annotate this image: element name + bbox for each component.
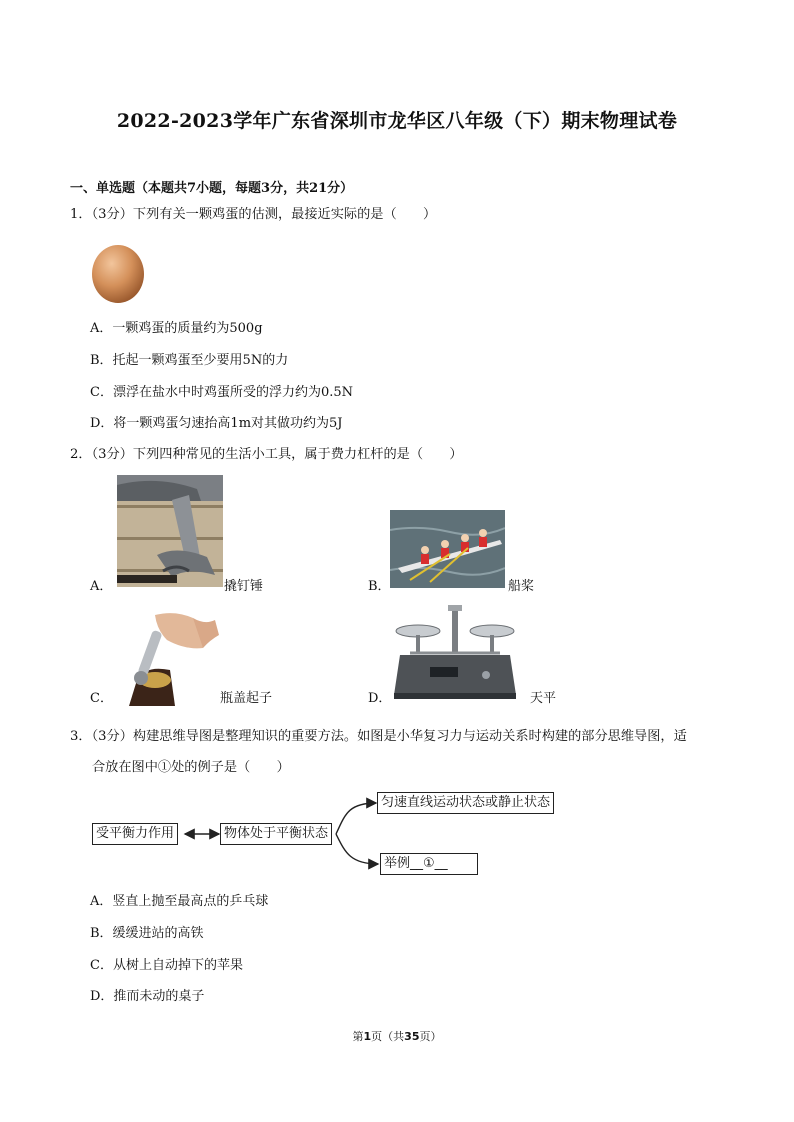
page-footer	[0, 1028, 794, 1044]
footer-middle: 页（共	[371, 1030, 405, 1043]
question-1-option-c: C．漂浮在盐水中时鸡蛋所受的浮力约为0.5N	[90, 385, 353, 400]
question-2-option-b-letter: B．	[368, 579, 391, 594]
question-3-stem-line1: 3．（3分）构建思维导图是整理知识的重要方法。如图是小华复习力与运动关系时构建的部分思维导图，适	[70, 729, 687, 744]
footer-suffix: 页）	[419, 1030, 442, 1043]
page-title: 2022-2023学年广东省深圳市龙华区八年级（下）期末物理试卷	[116, 110, 678, 132]
question-3-option-d: D．推而未动的桌子	[90, 989, 205, 1004]
section-heading: 一、单选题（本题共7小题，每题3分，共21分）	[70, 181, 354, 196]
question-2-option-d-label: 天平	[530, 691, 557, 706]
question-2-stem: 2．（3分）下列四种常见的生活小工具，属于费力杠杆的是（ ）	[70, 447, 463, 462]
question-3-option-b: B．缓缓进站的高铁	[90, 926, 204, 941]
question-1-option-a: A．一颗鸡蛋的质量约为500g	[90, 321, 263, 336]
footer-prefix: 第	[352, 1030, 364, 1043]
question-1-stem: 1．（3分）下列有关一颗鸡蛋的估测，最接近实际的是（ ）	[70, 207, 437, 222]
footer-page-number: 1	[363, 1030, 372, 1043]
question-2-option-b-label: 船桨	[508, 579, 535, 594]
question-1-option-b: B．托起一颗鸡蛋至少要用5N的力	[90, 353, 289, 368]
question-2-option-c-label: 瓶盖起子	[220, 691, 273, 706]
question-3-option-c: C．从树上自动掉下的苹果	[90, 958, 243, 973]
mind-map-box-balanced-forces: 受平衡力作用	[92, 823, 178, 845]
question-2-option-d-letter: D．	[368, 691, 392, 706]
footer-total-pages: 35	[404, 1030, 420, 1043]
mind-map-box-equilibrium: 物体处于平衡状态	[220, 823, 332, 845]
mind-map-box-motion-state: 匀速直线运动状态或静止状态	[377, 792, 554, 814]
question-3-option-a: A．竖直上抛至最高点的乒乓球	[90, 894, 269, 909]
question-2-option-c-letter: C．	[90, 691, 113, 706]
mind-map-box-example: 举例__①__	[380, 853, 478, 875]
question-2-option-a-label: 撬钉锤	[224, 579, 264, 594]
question-2-option-a-letter: A．	[90, 579, 113, 594]
question-1-option-d: D．将一颗鸡蛋匀速抬高1m对其做功约为5J	[90, 416, 343, 431]
question-3-stem-line2: 合放在图中①处的例子是（ ）	[92, 760, 290, 775]
